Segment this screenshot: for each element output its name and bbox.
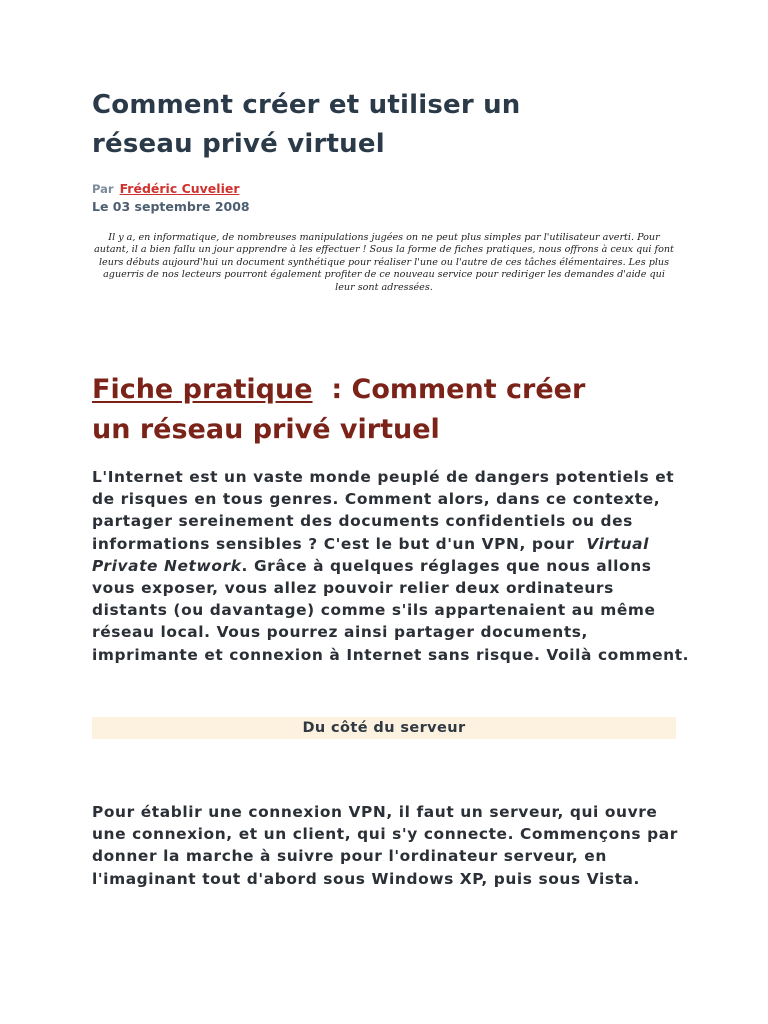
para1-text-before: L'Internet est un vaste monde peuplé de dangers potentiels et de risques en tous genres. Comment alors, dans ce contexte, partager sereinement des documents confidentiels ou des informations sensibles ? C'est le but d'un VPN, pour [92, 468, 681, 553]
server-paragraph: Pour établir une connexion VPN, il faut un serveur, qui ouvre une connexion, et un client, qui s'y connecte. Commençons par donner la marche à suivre pour l'ordinateur serveur, en l'imaginant tout d'abord sous Windows XP, puis sous Vista. [92, 803, 678, 888]
section-title-underlined: Fiche pratique [92, 374, 313, 405]
para1-text-after: . Grâce à quelques réglages que nous allons vous exposer, vous allez pouvoir relier deux ordinateurs distants (ou davantage) comme s'ils appartenaient au même réseau local. Vous pourrez ainsi partager documents, imprimante et connexion à Internet sans risque. Voilà comment. [92, 556, 690, 664]
section-title [92, 370, 676, 450]
author-link[interactable]: Frédéric Cuvelier [119, 181, 240, 196]
section-title-line2: un réseau privé virtuel [92, 414, 440, 445]
article-title [92, 86, 676, 164]
byline-prefix: Par [92, 182, 114, 196]
intro-body-paragraph [92, 466, 692, 666]
article-title-line2: réseau privé virtuel [92, 129, 385, 159]
publication-date: Le 03 septembre 2008 [92, 199, 250, 214]
byline [92, 180, 250, 216]
article-title-line1: Comment créer et utiliser un [92, 90, 521, 120]
intro-paragraph: Il y a, en informatique, de nombreuses manipulations jugées on ne peut plus simples par l'utilisateur averti. Pour autant, il a bien fallu un jour apprendre à les effectuer ! Sous la forme de fiches pratiques, nous offrons à ceux qui font leurs débuts aujourd'hui un document synthétique pour réaliser l'une ou l'autre de ces tâches élémentaires. Les plus aguerris de nos lecteurs pourront également profiter de ce nouveau service pour rediriger les demandes d'aide qui leur sont adressées. [94, 232, 674, 293]
section-title-rest: : Comment créer [312, 374, 586, 405]
subsection-banner: Du côté du serveur [92, 717, 676, 739]
author-line [92, 180, 250, 198]
para1-emphasis: Virtual Private Network [92, 534, 650, 575]
